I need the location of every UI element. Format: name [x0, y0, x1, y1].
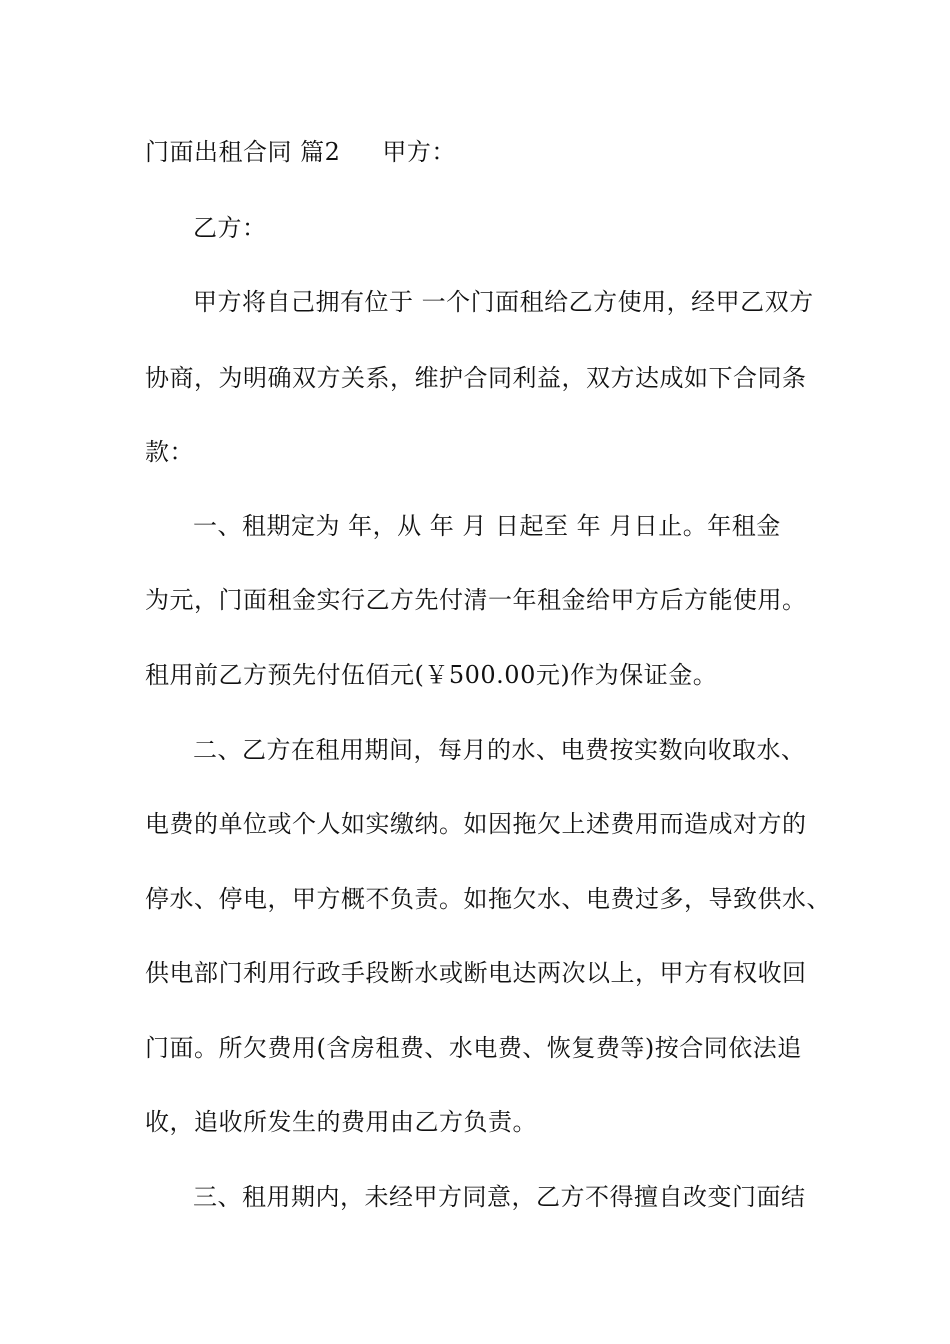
- clause-line: 供电部门利用行政手段断水或断电达两次以上，甲方有权收回: [145, 959, 807, 987]
- clause-line: 一、租期定为 年，从 年 月 日起至 年 月日止。年租金: [193, 512, 781, 540]
- title-line: [145, 137, 456, 167]
- paragraph-line: 甲方将自己拥有位于 一个门面租给乙方使用，经甲乙双方: [193, 288, 814, 316]
- clause-line: 为元，门面租金实行乙方先付清一年租金给甲方后方能使用。: [145, 586, 807, 614]
- clause-line: 二、乙方在租用期间，每月的水、电费按实数向收取水、: [193, 736, 806, 764]
- paragraph-line: 款：: [145, 438, 194, 466]
- party-b-label: 乙方：: [193, 214, 267, 242]
- clause-line: 电费的单位或个人如实缴纳。如因拖欠上述费用而造成对方的: [145, 810, 807, 838]
- party-a-label: 甲方：: [382, 138, 456, 166]
- document-title: 门面出租合同 篇2: [145, 138, 341, 166]
- clause-line: 停水、停电，甲方概不负责。如拖欠水、电费过多，导致供水、: [145, 885, 831, 913]
- paragraph-line: 协商，为明确双方关系，维护合同利益，双方达成如下合同条: [145, 364, 807, 392]
- clause-line: 收，追收所发生的费用由乙方负责。: [145, 1108, 537, 1136]
- clause-line: 租用前乙方预先付伍佰元(￥500.00元)作为保证金。: [145, 661, 718, 689]
- clause-line: 门面。所欠费用(含房租费、水电费、恢复费等)按合同依法追: [145, 1034, 802, 1062]
- clause-line: 三、租用期内，未经甲方同意，乙方不得擅自改变门面结: [193, 1183, 806, 1211]
